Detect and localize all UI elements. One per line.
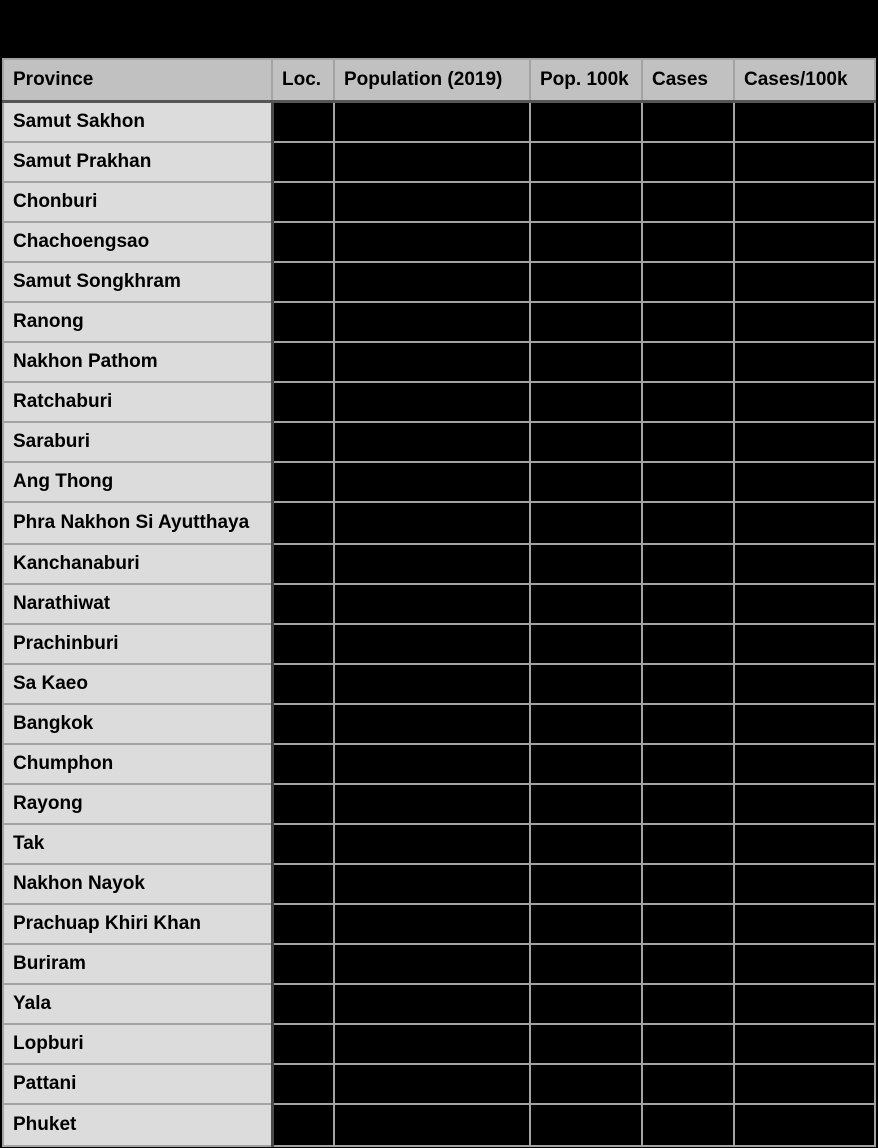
population-cell: [334, 102, 530, 143]
cases-per-100k-cell: [734, 142, 875, 182]
location-cell: [272, 502, 334, 544]
table-row: [3, 222, 875, 262]
province-cell: Samut Prakhan: [3, 142, 272, 182]
location-cell: [272, 342, 334, 382]
province-cell: Rayong: [3, 784, 272, 824]
cases-per-100k-cell: [734, 182, 875, 222]
table-row: [3, 302, 875, 342]
cases-cell: [642, 422, 734, 462]
pop-100k-cell: [530, 704, 642, 744]
cases-per-100k-cell: [734, 704, 875, 744]
cases-cell: [642, 102, 734, 143]
province-cell: Phuket: [3, 1104, 272, 1146]
cases-per-100k-cell: [734, 262, 875, 302]
table-row: [3, 544, 875, 584]
pop-100k-cell: [530, 624, 642, 664]
table-row: [3, 1064, 875, 1104]
table-row: [3, 984, 875, 1024]
table-row: [3, 142, 875, 182]
province-cell: Narathiwat: [3, 584, 272, 624]
cases-per-100k-cell: [734, 984, 875, 1024]
pop-100k-cell: [530, 904, 642, 944]
population-cell: [334, 624, 530, 664]
province-cell: Pattani: [3, 1064, 272, 1104]
province-cell: Tak: [3, 824, 272, 864]
column-header-location[interactable]: Loc.: [272, 59, 334, 102]
pop-100k-cell: [530, 222, 642, 262]
pop-100k-cell: [530, 302, 642, 342]
population-cell: [334, 744, 530, 784]
table-row: [3, 744, 875, 784]
province-cell: Ratchaburi: [3, 382, 272, 422]
cases-per-100k-cell: [734, 1024, 875, 1064]
cases-per-100k-cell: [734, 382, 875, 422]
cases-per-100k-cell: [734, 864, 875, 904]
cases-cell: [642, 544, 734, 584]
location-cell: [272, 142, 334, 182]
location-cell: [272, 544, 334, 584]
cases-cell: [642, 664, 734, 704]
cases-per-100k-cell: [734, 222, 875, 262]
location-cell: [272, 704, 334, 744]
province-cell: Chumphon: [3, 744, 272, 784]
column-header-population-2019[interactable]: Population (2019): [334, 59, 530, 102]
location-cell: [272, 744, 334, 784]
column-header-cases-per-100k[interactable]: Cases/100k: [734, 59, 875, 102]
cases-per-100k-cell: [734, 624, 875, 664]
population-cell: [334, 1024, 530, 1064]
location-cell: [272, 102, 334, 143]
pop-100k-cell: [530, 422, 642, 462]
location-cell: [272, 904, 334, 944]
province-cell: Buriram: [3, 944, 272, 984]
pop-100k-cell: [530, 462, 642, 502]
population-cell: [334, 864, 530, 904]
province-cell: Kanchanaburi: [3, 544, 272, 584]
pop-100k-cell: [530, 182, 642, 222]
population-cell: [334, 222, 530, 262]
province-cell: Phra Nakhon Si Ayutthaya: [3, 502, 272, 544]
cases-cell: [642, 1024, 734, 1064]
location-cell: [272, 664, 334, 704]
top-black-band: [0, 0, 878, 58]
cases-per-100k-cell: [734, 302, 875, 342]
location-cell: [272, 784, 334, 824]
cases-cell: [642, 382, 734, 422]
cases-per-100k-cell: [734, 422, 875, 462]
population-cell: [334, 904, 530, 944]
location-cell: [272, 422, 334, 462]
table-row: [3, 1024, 875, 1064]
pop-100k-cell: [530, 944, 642, 984]
header-row: [3, 59, 875, 102]
cases-cell: [642, 944, 734, 984]
cases-cell: [642, 502, 734, 544]
location-cell: [272, 382, 334, 422]
population-cell: [334, 664, 530, 704]
cases-per-100k-cell: [734, 784, 875, 824]
location-cell: [272, 624, 334, 664]
table-row: [3, 102, 875, 143]
population-cell: [334, 142, 530, 182]
cases-cell: [642, 302, 734, 342]
location-cell: [272, 1104, 334, 1146]
population-cell: [334, 584, 530, 624]
population-cell: [334, 704, 530, 744]
province-cell: Prachuap Khiri Khan: [3, 904, 272, 944]
province-cell: Yala: [3, 984, 272, 1024]
population-cell: [334, 502, 530, 544]
table-row: [3, 502, 875, 544]
province-cell: Chachoengsao: [3, 222, 272, 262]
province-cell: Samut Songkhram: [3, 262, 272, 302]
cases-cell: [642, 222, 734, 262]
location-cell: [272, 462, 334, 502]
province-cell: Nakhon Nayok: [3, 864, 272, 904]
province-cell: Bangkok: [3, 704, 272, 744]
location-cell: [272, 1024, 334, 1064]
pop-100k-cell: [530, 744, 642, 784]
province-cell: Lopburi: [3, 1024, 272, 1064]
cases-cell: [642, 1064, 734, 1104]
population-cell: [334, 984, 530, 1024]
cases-cell: [642, 262, 734, 302]
pop-100k-cell: [530, 102, 642, 143]
population-cell: [334, 784, 530, 824]
pop-100k-cell: [530, 1104, 642, 1146]
cases-cell: [642, 864, 734, 904]
cases-cell: [642, 824, 734, 864]
cases-per-100k-cell: [734, 584, 875, 624]
pop-100k-cell: [530, 784, 642, 824]
column-header-pop-100k[interactable]: Pop. 100k: [530, 59, 642, 102]
pop-100k-cell: [530, 544, 642, 584]
cases-cell: [642, 142, 734, 182]
population-cell: [334, 382, 530, 422]
pop-100k-cell: [530, 664, 642, 704]
province-cell: Chonburi: [3, 182, 272, 222]
population-cell: [334, 544, 530, 584]
cases-per-100k-cell: [734, 944, 875, 984]
location-cell: [272, 302, 334, 342]
location-cell: [272, 864, 334, 904]
cases-per-100k-cell: [734, 342, 875, 382]
cases-cell: [642, 342, 734, 382]
location-cell: [272, 584, 334, 624]
table-row: [3, 1104, 875, 1146]
province-cell: Prachinburi: [3, 624, 272, 664]
population-cell: [334, 824, 530, 864]
cases-per-100k-cell: [734, 1104, 875, 1146]
cases-per-100k-cell: [734, 102, 875, 143]
pop-100k-cell: [530, 824, 642, 864]
cases-per-100k-cell: [734, 824, 875, 864]
table-row: [3, 904, 875, 944]
cases-cell: [642, 182, 734, 222]
population-cell: [334, 944, 530, 984]
pop-100k-cell: [530, 984, 642, 1024]
cases-cell: [642, 984, 734, 1024]
province-cell: Ranong: [3, 302, 272, 342]
column-header-cases[interactable]: Cases: [642, 59, 734, 102]
population-cell: [334, 262, 530, 302]
province-cell: Ang Thong: [3, 462, 272, 502]
pop-100k-cell: [530, 382, 642, 422]
cases-cell: [642, 624, 734, 664]
table-row: [3, 624, 875, 664]
location-cell: [272, 222, 334, 262]
pop-100k-cell: [530, 262, 642, 302]
table-row: [3, 342, 875, 382]
cases-per-100k-cell: [734, 1064, 875, 1104]
population-cell: [334, 1104, 530, 1146]
location-cell: [272, 824, 334, 864]
province-cell: Sa Kaeo: [3, 664, 272, 704]
table-row: [3, 422, 875, 462]
location-cell: [272, 944, 334, 984]
province-cases-table: [2, 58, 876, 1147]
population-cell: [334, 422, 530, 462]
table-row: [3, 462, 875, 502]
table-row: [3, 704, 875, 744]
cases-cell: [642, 784, 734, 824]
population-cell: [334, 302, 530, 342]
pop-100k-cell: [530, 342, 642, 382]
table-row: [3, 382, 875, 422]
pop-100k-cell: [530, 1064, 642, 1104]
table-row: [3, 262, 875, 302]
population-cell: [334, 462, 530, 502]
cases-cell: [642, 1104, 734, 1146]
table-row: [3, 664, 875, 704]
location-cell: [272, 1064, 334, 1104]
location-cell: [272, 262, 334, 302]
table-row: [3, 584, 875, 624]
location-cell: [272, 984, 334, 1024]
cases-per-100k-cell: [734, 544, 875, 584]
table-row: [3, 824, 875, 864]
population-cell: [334, 1064, 530, 1104]
cases-per-100k-cell: [734, 904, 875, 944]
location-cell: [272, 182, 334, 222]
cases-cell: [642, 744, 734, 784]
cases-per-100k-cell: [734, 744, 875, 784]
table-row: [3, 182, 875, 222]
pop-100k-cell: [530, 142, 642, 182]
cases-per-100k-cell: [734, 462, 875, 502]
pop-100k-cell: [530, 1024, 642, 1064]
table-row: [3, 944, 875, 984]
pop-100k-cell: [530, 584, 642, 624]
pop-100k-cell: [530, 864, 642, 904]
cases-per-100k-cell: [734, 502, 875, 544]
province-cell: Saraburi: [3, 422, 272, 462]
cases-per-100k-cell: [734, 664, 875, 704]
province-cell: Nakhon Pathom: [3, 342, 272, 382]
column-header-province[interactable]: Province: [3, 59, 272, 102]
table-row: [3, 864, 875, 904]
cases-cell: [642, 704, 734, 744]
table-row: [3, 784, 875, 824]
cases-cell: [642, 462, 734, 502]
cases-cell: [642, 904, 734, 944]
population-cell: [334, 182, 530, 222]
province-cell: Samut Sakhon: [3, 102, 272, 143]
pop-100k-cell: [530, 502, 642, 544]
cases-cell: [642, 584, 734, 624]
population-cell: [334, 342, 530, 382]
